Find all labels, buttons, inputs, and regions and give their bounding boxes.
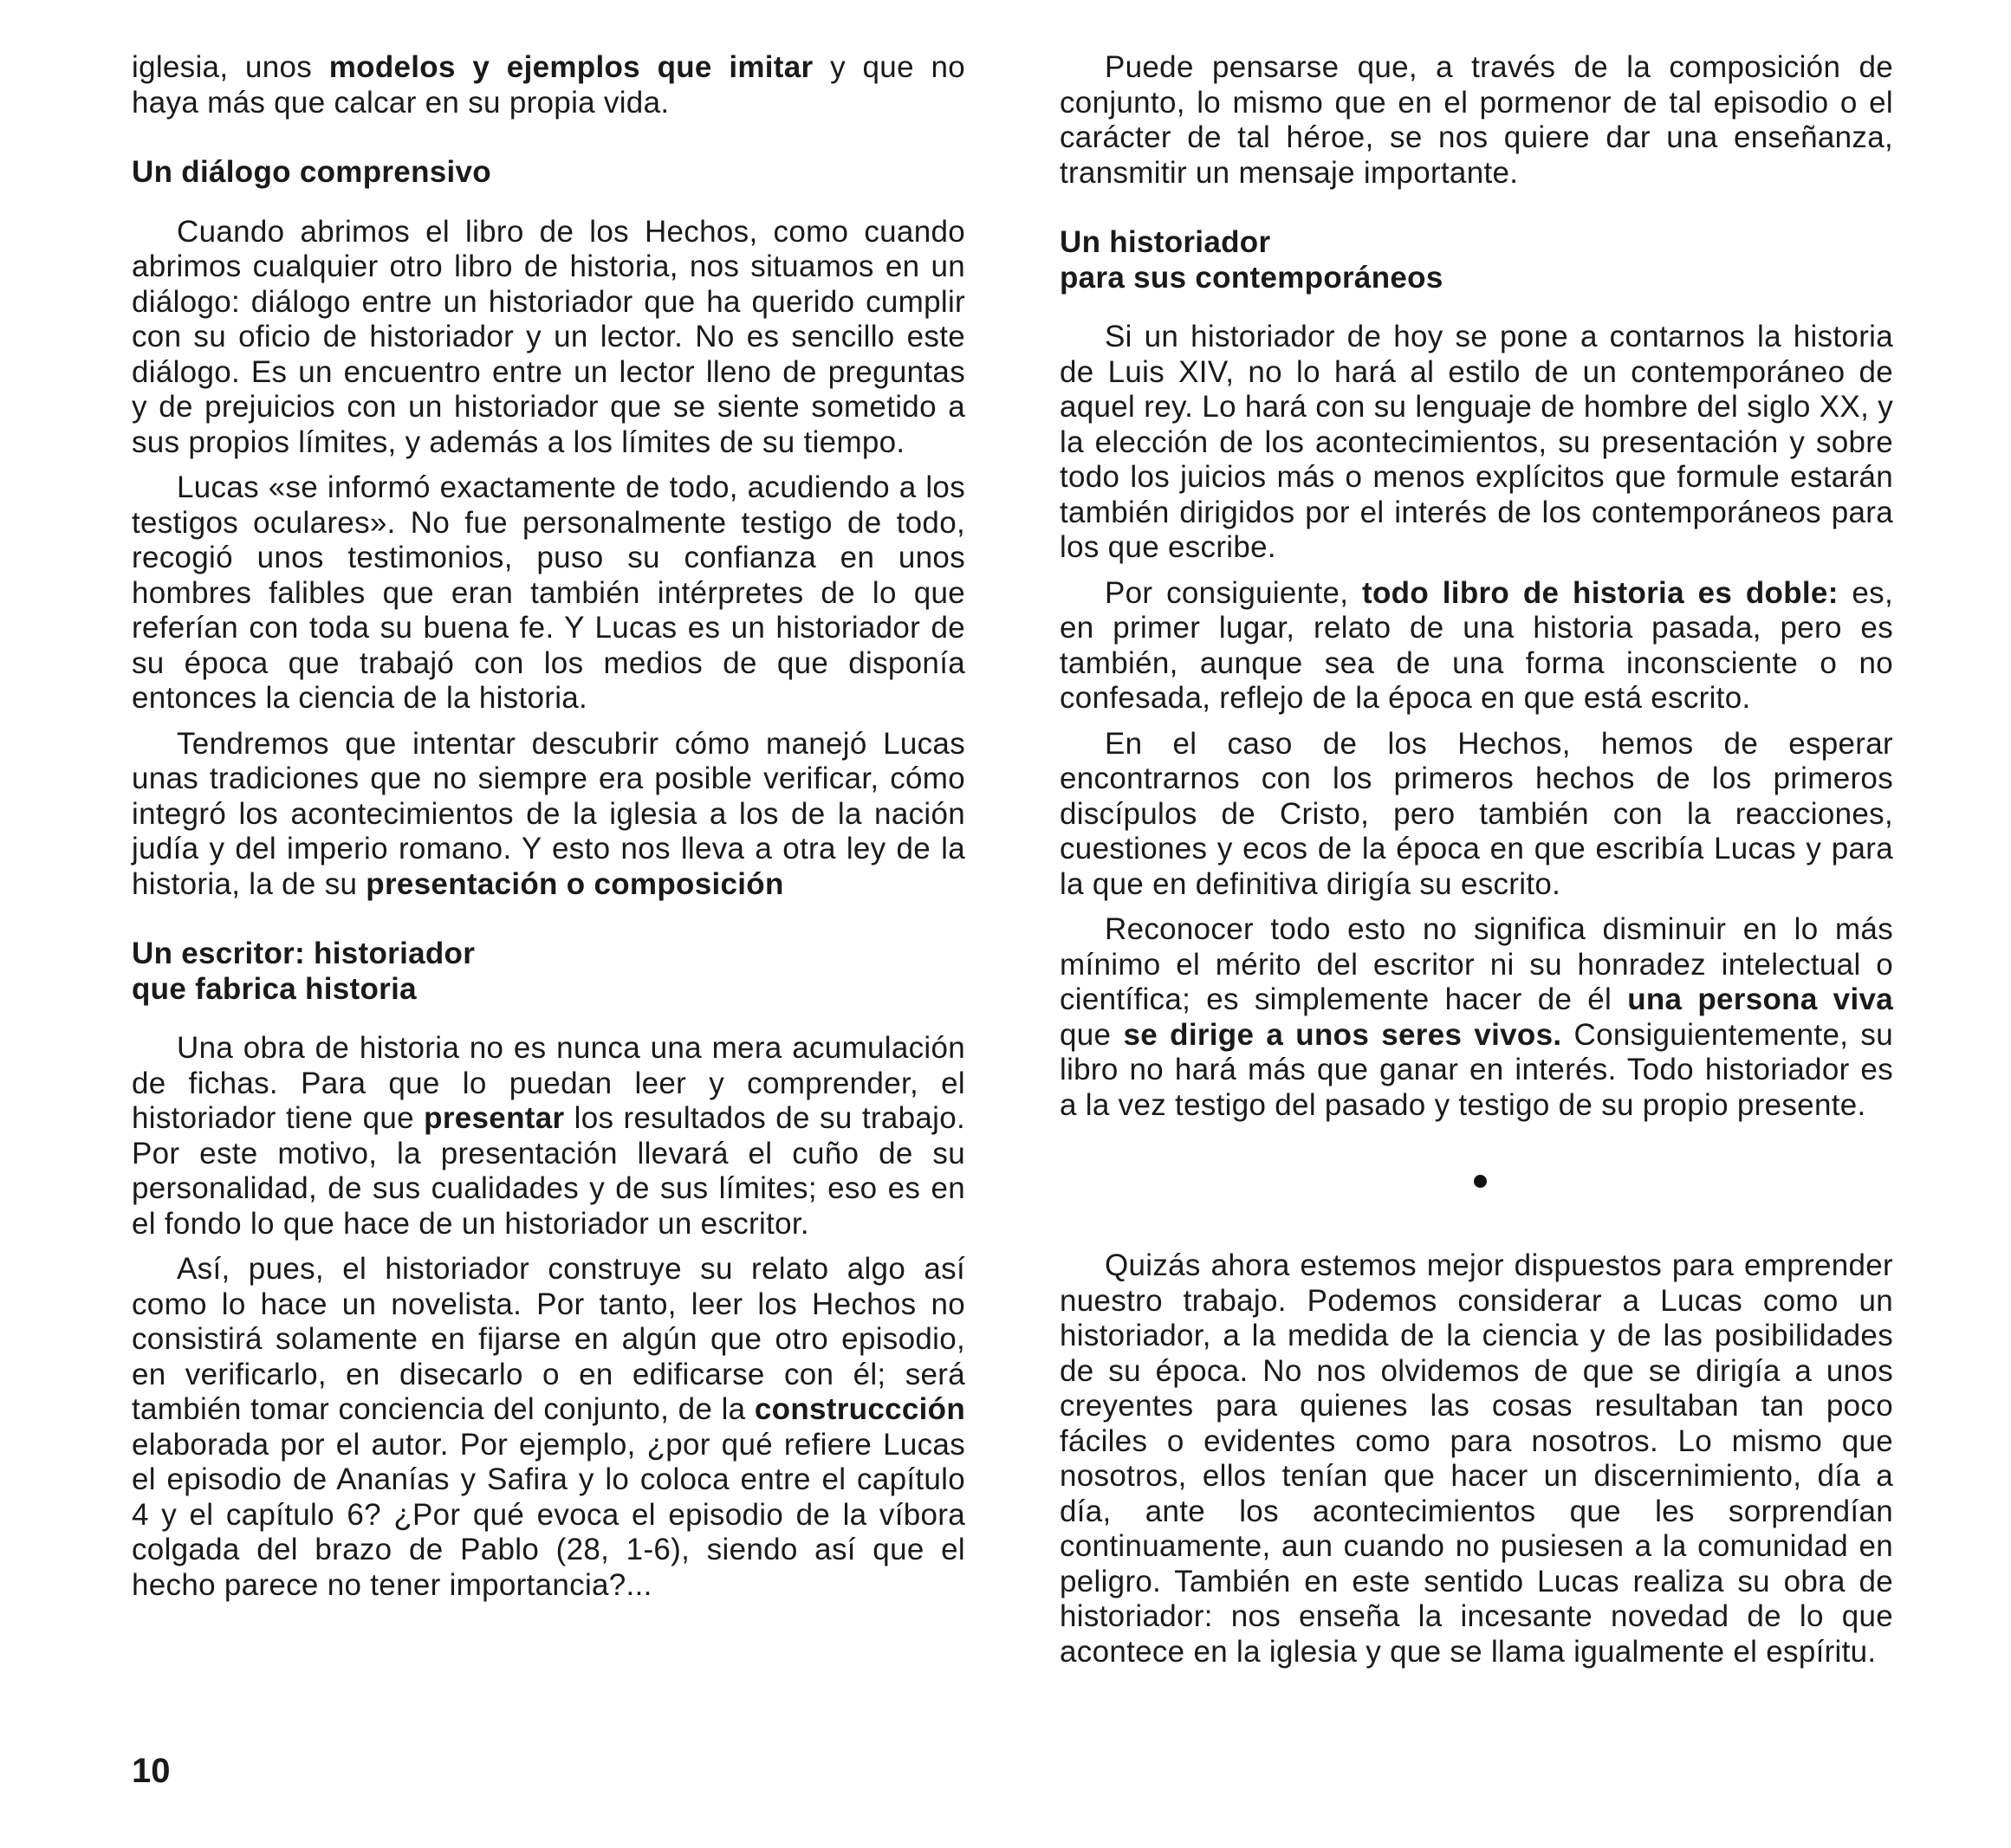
left-paragraph-5	[132, 1031, 965, 1242]
text-run: iglesia, unos	[132, 50, 329, 84]
text-run: Reconocer todo esto no significa disminuir en lo más mínimo el mérito del escritor ni su honradez intelectual o científica; es simplemente hacer de él	[1060, 912, 1893, 1016]
bold-text: una persona viva	[1627, 982, 1893, 1016]
text-run: elaborada por el autor. Por ejemplo, ¿por qué refiere Lucas el episodio de Ananías y Safira y lo coloca entre el capítulo 4 y el capítulo 6? ¿Por qué evoca el episodio de la víbora colgada del brazo de Pablo (28, 1-6), siendo así que el hecho parece no tener importancia?...	[132, 1427, 965, 1602]
bullet-separator	[1474, 1175, 1487, 1188]
bold-text: construccción	[754, 1392, 965, 1426]
left-column	[132, 50, 965, 1613]
page-number: 10	[132, 1752, 171, 1790]
text-run: Así, pues, el historiador construye su relato algo así como lo hace un novelista. Por tanto, leer los Hechos no consistirá solamente en fijarse en algún que otro episodio, en verificarlo, en disecarlo o en edificarse con él; será también tomar conciencia del conjunto, de la	[132, 1252, 965, 1426]
text-run: que	[1060, 1017, 1124, 1052]
right-paragraph-1	[1060, 50, 1893, 191]
text-run: Puede pensarse que, a través de la composición de conjunto, lo mismo que en el pormenor de tal episodio o el carácter de tal héroe, se nos quiere dar una enseñanza, transmitir un mensaje importante.	[1060, 50, 1893, 190]
right-section-heading-1	[1060, 225, 1893, 295]
text-run: Si un historiador de hoy se pone a contarnos la historia de Luis XIV, no lo hará al estilo de un contemporáneo de aquel rey. Lo hará con su lenguaje de hombre del siglo XX, y la elección de los acontecimientos, su presentación y sobre todo los juicios más o menos explícitos que formule estarán también dirigidos por el interés de los contemporáneos para los que escribe.	[1060, 320, 1893, 564]
bold-text: modelos y ejemplos que imitar	[328, 50, 814, 84]
left-paragraph-1	[132, 50, 965, 120]
bold-text: se dirige a unos seres vivos.	[1123, 1017, 1562, 1052]
left-paragraph-2	[132, 215, 965, 461]
bold-text: todo libro de historia es doble:	[1362, 575, 1839, 610]
text-run: y que no haya más que calcar en su propia vida.	[132, 50, 966, 120]
bold-text: presentación o composición	[366, 866, 784, 901]
heading-line: para sus contemporáneos	[1060, 260, 1443, 295]
heading-line: Un escritor: historiador	[132, 937, 476, 970]
left-paragraph-6	[132, 1252, 965, 1603]
left-paragraph-4	[132, 727, 965, 903]
heading-line: que fabrica historia	[132, 971, 417, 1006]
text-run: los resultados de su trabajo. Por este motivo, la presentación llevará el cuño de su personalidad, de sus cualidades y de sus límites; eso es en el fondo lo que hace de un historiador un escritor.	[132, 1101, 966, 1241]
text-run: En el caso de los Hechos, hemos de esperar encontrarnos con los primeros hechos de los primeros discípulos de Cristo, pero también con la reacciones, cuestiones y ecos de la época en que escribía Lucas y para la que en definitiva dirigía su escrito.	[1060, 726, 1893, 901]
text-run: Una obra de historia no es nunca una mera acumulación de fichas. Para que lo puedan leer y comprender, el historiador tiene que	[132, 1031, 965, 1135]
heading-line: Un historiador	[1060, 225, 1271, 259]
right-paragraph-5	[1060, 912, 1893, 1123]
text-run: Tendremos que intentar descubrir cómo manejó Lucas unas tradiciones que no siempre era posible verificar, cómo integró los acontecimientos de la iglesia a los de la nación judía y del imperio romano. Y esto nos lleva a otra ley de la historia, la de su	[132, 726, 965, 901]
left-paragraph-3	[132, 470, 965, 717]
text-run: Cuando abrimos el libro de los Hechos, como cuando abrimos cualquier otro libro de historia, nos situamos en un diálogo: diálogo entre un historiador que ha querido cumplir con su oficio de historiador y un lector. No es sencillo este diálogo. Es un encuentro entre un lector lleno de preguntas y de prejuicios con un historiador que se siente sometido a sus propios límites, y además a los límites de su tiempo.	[132, 214, 965, 459]
text-run: Consiguientemente, su libro no hará más que ganar en interés. Todo historiador es a la vez testigo del pasado y testigo de su propio presente.	[1060, 1017, 1893, 1122]
text-run: Quizás ahora estemos mejor dispuestos para emprender nuestro trabajo. Podemos considerar a Lucas como un historiador, a la medida de la ciencia y de las posibilidades de su época. No nos olvidemos de que se dirigía a unos creyentes para quienes las cosas resultaban tan poco fáciles o evidentes como para nosotros. Lo mismo que nosotros, ellos tenían que hacer un discernimiento, día a día, ante los acontecimientos que les sorprendían continuamente, aun cuando no pusiesen a la comunidad en peligro. También en este sentido Lucas realiza su obra de historiador: nos enseña la incesante novedad de lo que acontece en la iglesia y que se llama igualmente el espíritu.	[1060, 1248, 1893, 1669]
left-section-heading-1	[132, 155, 965, 191]
heading-line: Un diálogo comprensivo	[132, 155, 491, 189]
bold-text: presentar	[424, 1101, 565, 1135]
right-paragraph-6	[1060, 1248, 1893, 1670]
right-column	[1060, 50, 1893, 1680]
text-run: Por consiguiente,	[1105, 575, 1363, 610]
left-section-heading-2	[132, 937, 965, 1007]
text-run: Lucas «se informó exactamente de todo, acudiendo a los testigos oculares». No fue personalmente testigo de todo, recogió unos testimonios, puso su confianza en unos hombres falibles que eran también intérpretes de lo que referían con toda su buena fe. Y Lucas es un historiador de su época que trabajó con los medios de que disponía entonces la ciencia de la historia.	[132, 470, 965, 715]
right-paragraph-4	[1060, 727, 1893, 903]
text-run: es, en primer lugar, relato de una historia pasada, pero es también, aunque sea de una forma inconsciente o no confesada, reflejo de la época en que está escrito.	[1060, 575, 1894, 715]
right-paragraph-3	[1060, 576, 1893, 717]
right-paragraph-2	[1060, 320, 1893, 566]
